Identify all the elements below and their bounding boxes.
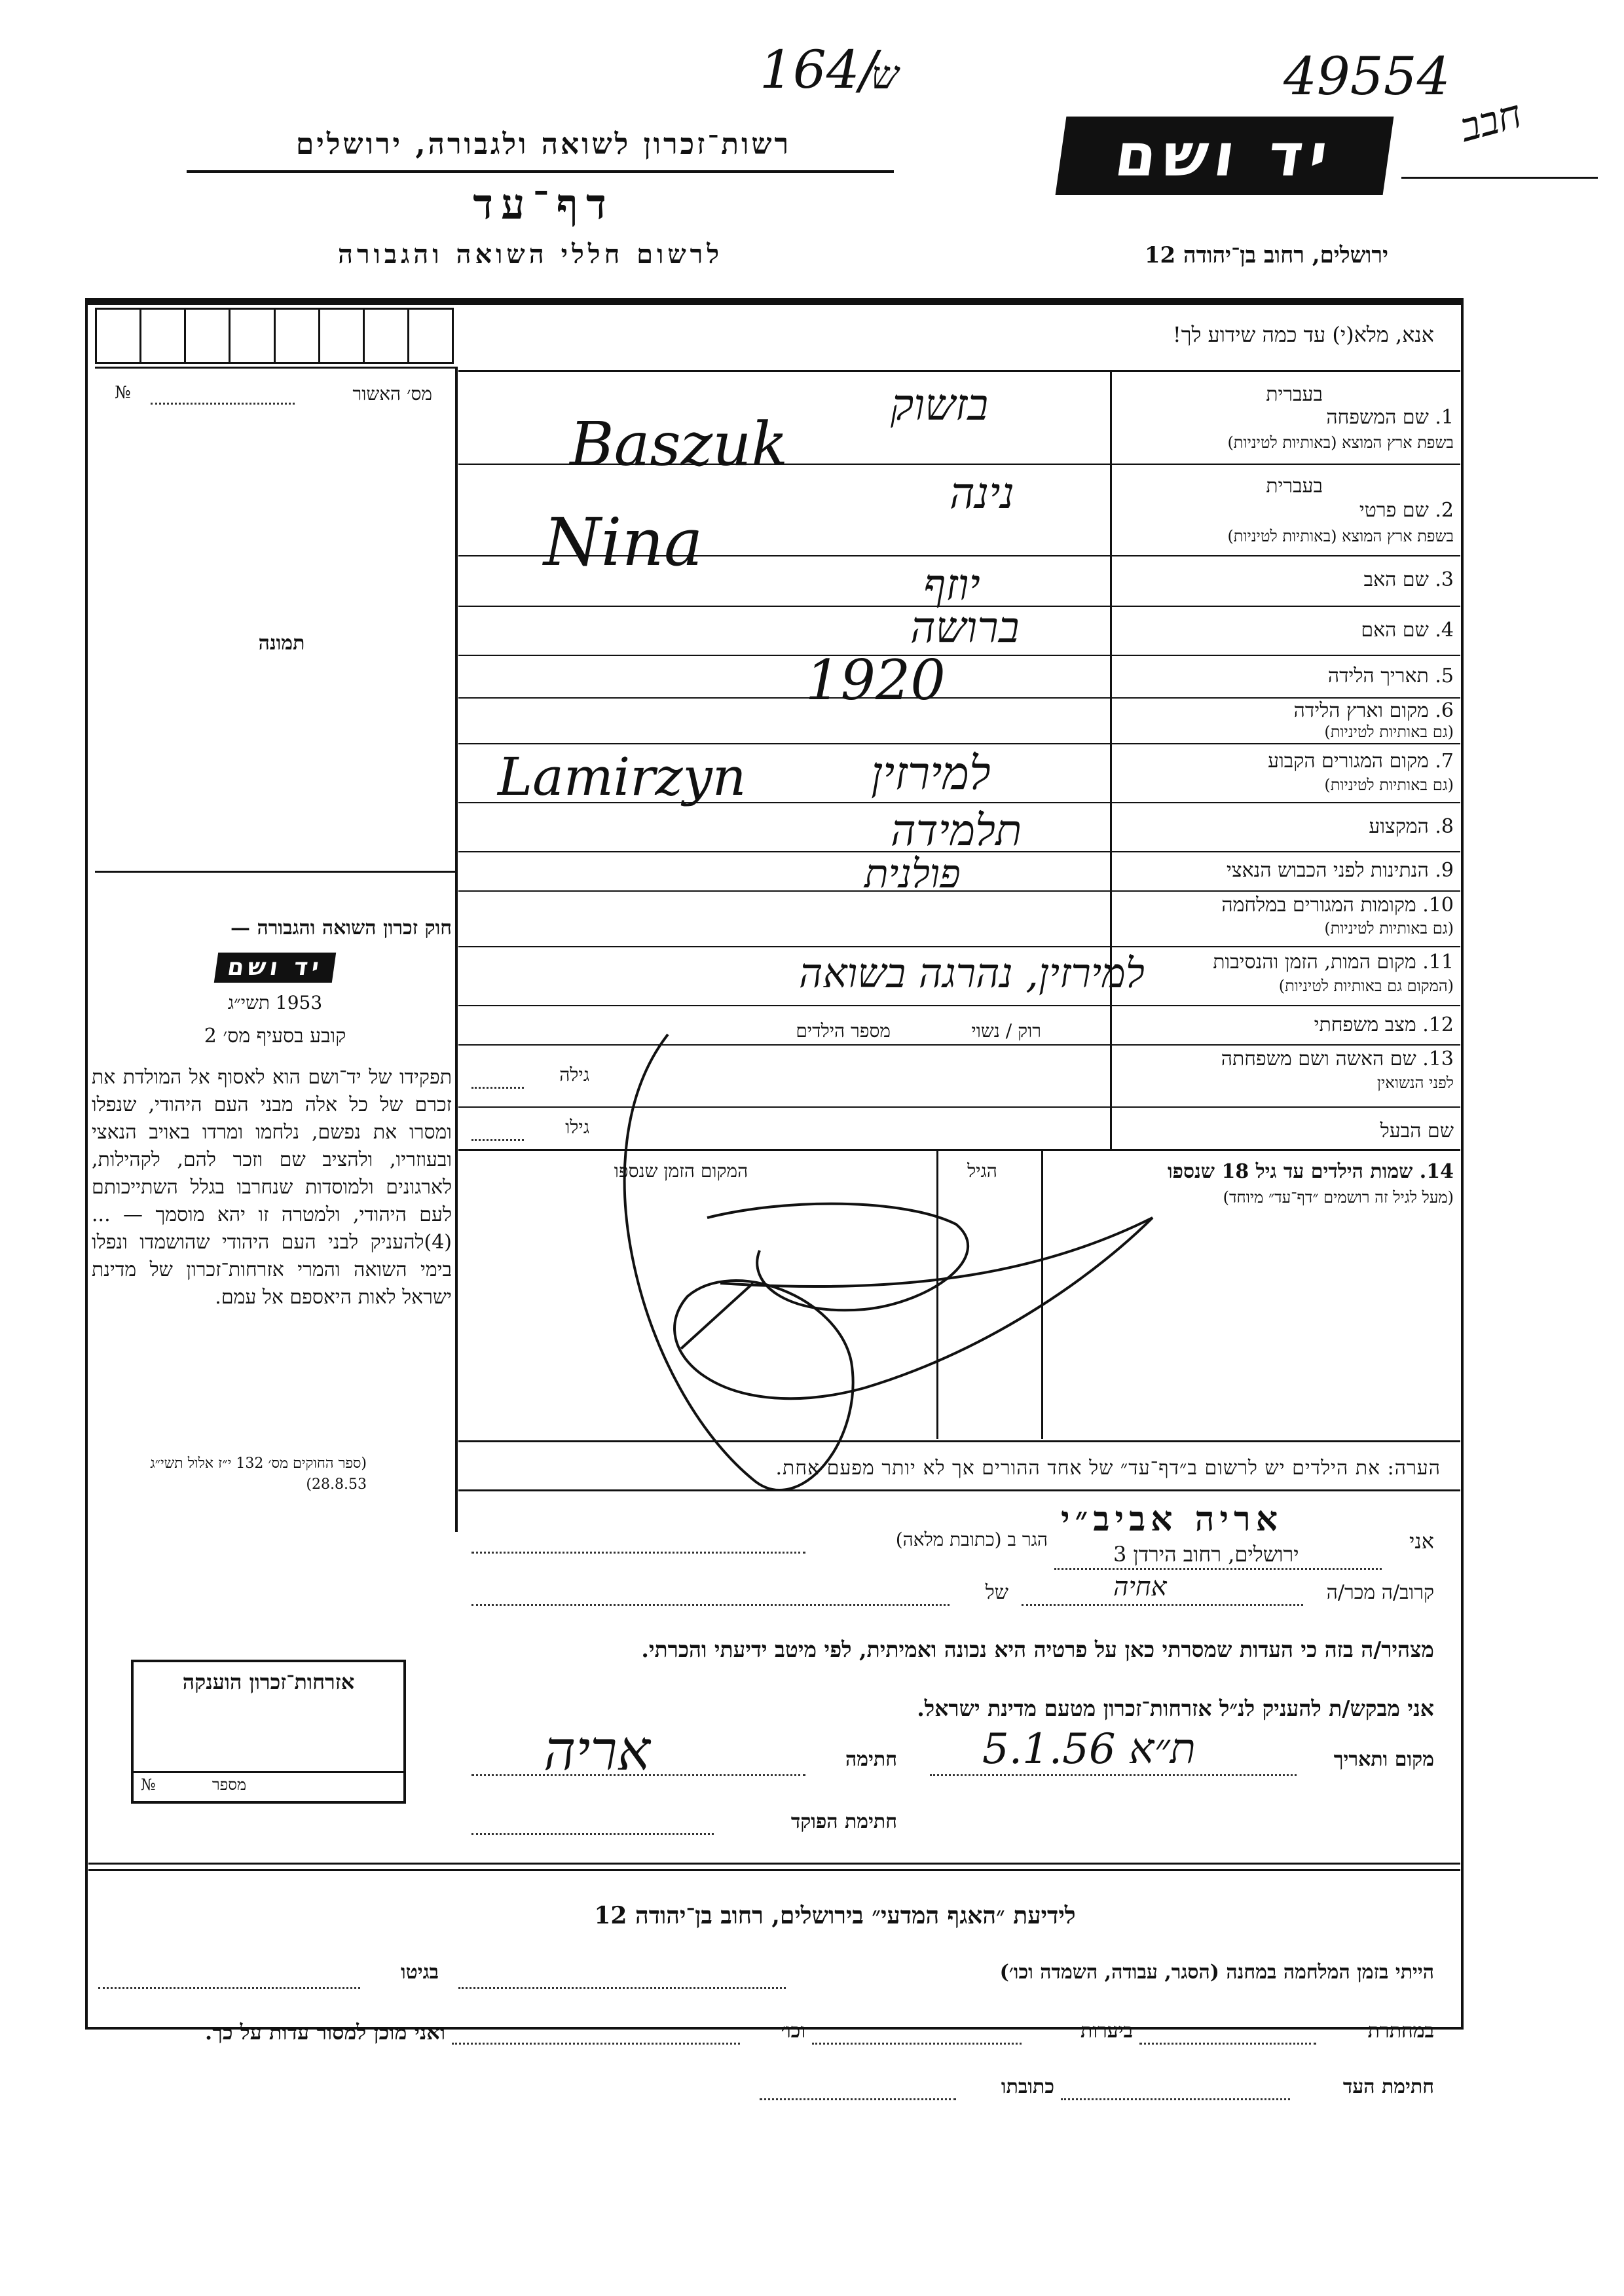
top-right-mark: חבב <box>1455 91 1526 151</box>
hw-birth-place-hebrew: למירזין <box>871 746 991 800</box>
row-label-nationality: 9. הנתינות לפני הכבוש הנאצי <box>1227 859 1454 882</box>
children-count-label: מספר הילדים <box>796 1020 891 1042</box>
archive-number: 164/ <box>760 39 877 100</box>
hw-witness-address: ירושלים, רחוב הירדן 3 <box>1113 1542 1299 1567</box>
row-label-father: 3. שם האב <box>1363 568 1454 591</box>
hw-mother: ברושה <box>910 602 1020 653</box>
husband-age-label: גילו <box>565 1116 589 1138</box>
row-sub-war-residence: (גם באותיות לטיניות) <box>1324 919 1454 938</box>
form-subtitle: לרשום חללי השואה והגבורה <box>337 239 724 270</box>
row-label-birth-date: 5. תאריך הלידה <box>1327 665 1454 687</box>
row-sub-residence: (גם באותיות לטיניות) <box>1324 776 1454 794</box>
marital-options: רוק / נשוי <box>971 1020 1041 1042</box>
children-col-place: המקום הזמן שנספו <box>614 1160 748 1182</box>
row-label-residence: 7. מקום המגורים הקבוע <box>1268 750 1454 773</box>
children-col-age: הגיל <box>967 1160 997 1182</box>
photo-label: תמונה <box>258 632 305 655</box>
hw-occupation: תלמידה <box>891 805 1022 856</box>
instruction: אנא, מלא(י) עד כמה שידוע לך! <box>1172 322 1434 347</box>
citizenship-title: אזרחות־זכרון הוענקה <box>182 1669 355 1694</box>
scribble-overlay <box>589 1021 1179 1532</box>
approval-label: מס׳ האשור <box>352 383 432 405</box>
law-section: קובע בסעיף מס׳ 2 <box>204 1025 346 1048</box>
hw-family-hebrew: בזשוק <box>891 380 989 430</box>
law-title: חוק זכרון השואה והגבורה — <box>231 917 452 939</box>
record-number: 49554 <box>1283 46 1450 107</box>
declarant-relative: קרוב/ה מכר/ה <box>1326 1581 1434 1604</box>
footer-ghetto: בגיטו <box>400 1961 439 1984</box>
row-sub-first: בשפת ארץ המוצא (באותיות לטיניות) <box>1227 527 1454 545</box>
form-title: דף־עד <box>473 180 614 229</box>
row-sub-death: (המקום גם באותיות לטיניות) <box>1278 977 1454 995</box>
footer-etc: וכו׳ <box>781 2020 805 2043</box>
approval-no-mark: № <box>115 383 131 403</box>
hw-place-date: ת״א 5.1.56 <box>982 1725 1196 1774</box>
footer-title: לידיעת ״האגף המדעי״ בירושלים, רחוב בן־יהודה 12 <box>594 1902 1076 1929</box>
hw-family-latin: Baszuk <box>570 409 788 479</box>
citizenship-no-mark: № <box>141 1776 156 1794</box>
place-date-label: מקום ותאריך <box>1333 1748 1434 1771</box>
signature-label: חתימה <box>845 1748 897 1771</box>
footer-underground: במחתרת <box>1367 2020 1434 2043</box>
row-tag-family: בעברית <box>1266 383 1323 406</box>
children-section-sub: (מעל לגיל זה רושמים ״דף־עד״ מיוחד) <box>1223 1188 1454 1207</box>
row-label-marital: 12. מצב משפחתי <box>1314 1013 1454 1036</box>
hw-father: יוזף <box>923 560 980 610</box>
footer-ready: ואני מוכן למסור עדות על כך. <box>204 2020 445 2045</box>
law-text: תפקידו של יד־ושם הוא לאסוף אל המולדת את זכרם של כל אלה מבני העם היהודי, שנפלו ומסרו את נפשם, נלחמו ומרדו באויב הנאצי ובעוזריו, ולהציב שם וזכר להם, לקהילות, לארגונים ולמוסדות שנחרבו בגלל השתייכותם לעם היהודי, ולמטרה זו יהא מוסמך — ...(4)להעניק לבני העם היהודי שהושמדו ונפלו בימי השואה והמרי אזרחות־זכרון של מדינת ישראל לאות היאספם אל עמם. <box>92 1066 452 1309</box>
declarant-ani: אני <box>1409 1529 1434 1554</box>
row-sub-birth-place: (גם באותיות לטיניות) <box>1324 723 1454 741</box>
footer-forests: ביערות <box>1080 2020 1133 2043</box>
row-sub-wife: לפני הנשואין <box>1376 1074 1454 1092</box>
official-signature-label: חתימת הפוקד <box>790 1810 897 1833</box>
children-section-label: 14. שמות הילדים עד גיל 18 שנספו <box>1167 1160 1454 1183</box>
row-label-occupation: 8. המקצוע <box>1369 815 1454 838</box>
citizenship-number: מספר <box>212 1776 247 1794</box>
row-label-war-residence: 10. מקומות המגורים במלחמה <box>1221 894 1454 917</box>
hw-nationality: פולנית <box>864 851 961 897</box>
form-number-cells <box>95 308 454 364</box>
row-label-mother: 4. שם האם <box>1361 619 1454 642</box>
row-label-first: 2. שם פרטי <box>1359 499 1454 522</box>
hw-witness-name: אריה אביב״י <box>1061 1499 1283 1539</box>
hw-death-place: למירזין, נהרגה בשואה <box>799 949 1145 997</box>
hw-witness-signature: אריה <box>544 1719 650 1783</box>
address-header: ירושלים, רחוב בן־יהודה 12 <box>1144 242 1388 268</box>
archive-suffix: ש <box>871 52 899 98</box>
hw-relation: אחיה <box>1113 1572 1167 1602</box>
row-label-husband: שם הבעל <box>1380 1120 1454 1142</box>
declaration-text: מצהיר/ה בזה כי העדות שמסרתי כאן על פרטיה היא נכונה ואמיתית, לפי מיטב ידיעתי והכרתי. <box>641 1637 1434 1662</box>
declarant-lives-at: הגר ב (כתובת מלאה) <box>895 1529 1048 1550</box>
footer-witness-sig: חתימת העד <box>1342 2075 1434 2098</box>
hw-first-hebrew: נינה <box>950 468 1014 519</box>
hw-first-latin: Nina <box>544 504 703 581</box>
row-tag-first: בעברית <box>1266 475 1323 498</box>
footer-address: כתובתו <box>1001 2075 1054 2098</box>
row-label-death: 11. מקום המות, הזמן והנסיבות <box>1213 951 1454 974</box>
footer-camp: הייתי בזמן המלחמה במחנה (הסגר, עבודה, השמדה וכו׳) <box>999 1961 1434 1984</box>
law-logo: יד ושם <box>214 953 336 983</box>
yad-vashem-logo: יד ושם <box>1056 117 1394 195</box>
hw-birth-year: 1920 <box>805 648 946 712</box>
law-reference: (ספר החוקים מס׳ 132 י״ז אלול תשי״ג 28.8.53) <box>150 1455 367 1493</box>
row-label-birth-place: 6. מקום וארץ הלידה <box>1293 699 1454 722</box>
note-text: הערה: את הילדים יש לרשום ב״דף־עד״ של אחד ההורים אך לא יותר מפעם אחת. <box>775 1457 1441 1480</box>
row-sub-family: בשפת ארץ המוצא (באותיות לטיניות) <box>1227 433 1454 452</box>
request-text: אני מבקש/ת להעניק לנ״ל אזרחות־זכרון מטעם מדינת ישראל. <box>917 1696 1434 1721</box>
hw-birth-place-latin: Lamirzyn <box>498 746 747 807</box>
row-label-family: 1. שם המשפחה <box>1326 406 1454 429</box>
wife-age-label: גילה <box>559 1064 589 1085</box>
law-years: 1953 תשי״ג <box>227 992 323 1013</box>
declarant-of: של <box>985 1581 1008 1604</box>
authority-name: רשות־זכרון לשואה ולגבורה, ירושלים <box>295 128 792 161</box>
row-label-wife: 13. שם האשה ושם משפחתה <box>1221 1048 1454 1070</box>
